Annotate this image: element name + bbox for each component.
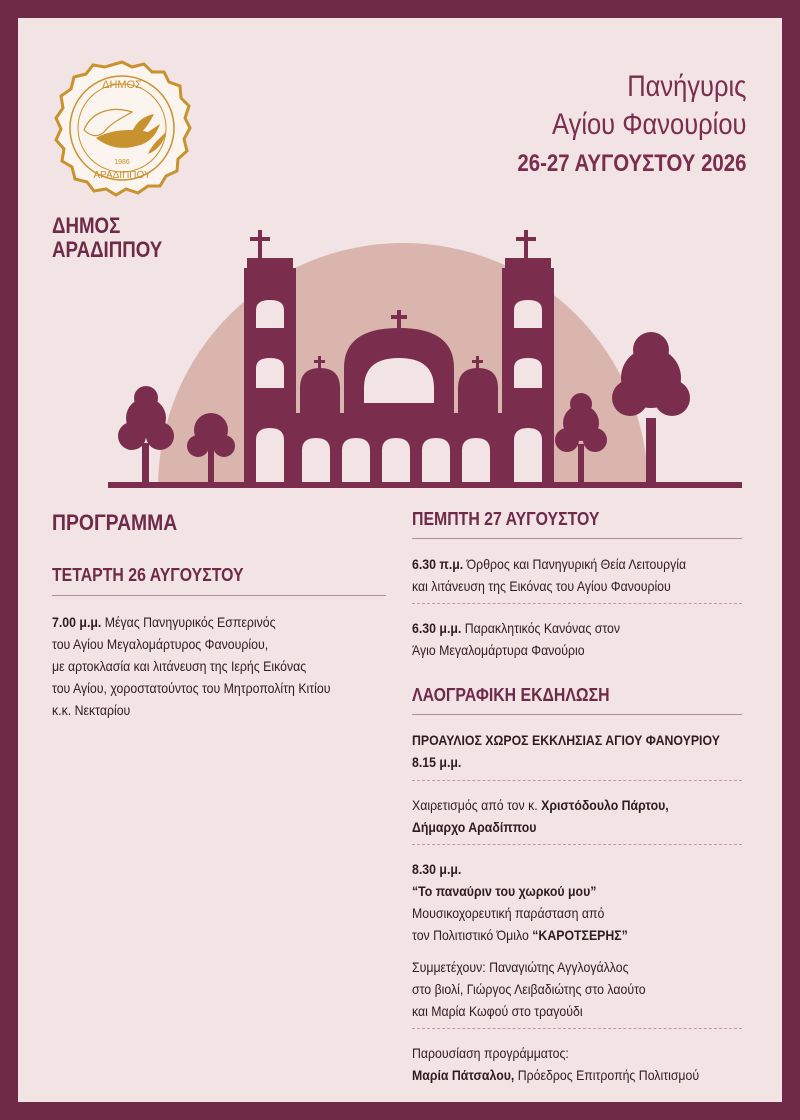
thursday-item2-time: 6.30 μ.μ. bbox=[412, 620, 462, 636]
folk-event-heading: ΛΑΟΓΡΑΦΙΚΗ ΕΚΔΗΛΩΣΗ bbox=[412, 685, 610, 705]
thursday-divider bbox=[412, 538, 742, 539]
wednesday-event-line4: του Αγίου, χοροστατούντος του Μητροπολίτη Κιτίου bbox=[52, 680, 331, 696]
event-title-line2: Αγίου Φανουρίου bbox=[551, 108, 746, 141]
thursday-item1-line2: και λιτάνευση της Εικόνας του Αγίου Φανουρίου bbox=[412, 578, 671, 594]
folk-dash-divider-1 bbox=[412, 780, 742, 781]
thursday-heading: ΠΕΜΠΤΗ 27 ΑΥΓΟΥΣΤΟΥ bbox=[412, 509, 600, 529]
greeting-line1: Χαιρετισμός από τον κ. Χριστόδουλο Πάρτου, bbox=[412, 797, 669, 813]
thursday-item1-line1: 6.30 π.μ. Όρθρος και Πανηγυρική Θεία Λειτουργία bbox=[412, 556, 687, 572]
wednesday-event-line3: με αρτοκλασία και λιτάνευση της Ιερής Εικόνας bbox=[52, 658, 307, 674]
logo-bottom-text: ΑΡΑΔΙΠΠΟΥ bbox=[93, 170, 151, 181]
thursday-item1-time: 6.30 π.μ. bbox=[412, 556, 464, 572]
participants-line3: και Μαρία Κωφού στο τραγούδι bbox=[412, 1003, 583, 1019]
folk-venue: ΠΡΟΑΥΛΙΟΣ ΧΩΡΟΣ ΕΚΚΛΗΣΙΑΣ ΑΓΙΟΥ ΦΑΝΟΥΡΙΟΥ bbox=[412, 732, 720, 748]
thursday-item2-line1: 6.30 μ.μ. Παρακλητικός Κανόνας στον bbox=[412, 620, 621, 636]
show-group-name: “ΚΑΡΟΤΣΕΡΗΣ” bbox=[532, 927, 628, 943]
folk-dash-divider-2 bbox=[412, 844, 742, 845]
show-time: 8.30 μ.μ. bbox=[412, 861, 462, 877]
show-title: “Το παναύριν του χωρκού μου” bbox=[412, 883, 597, 899]
wednesday-event-line2: του Αγίου Μεγαλομάρτυρος Φανουρίου, bbox=[52, 636, 269, 652]
folk-dash-divider-3 bbox=[412, 1028, 742, 1029]
logo-top-text: ΔΗΜΟΣ bbox=[102, 79, 142, 91]
municipality-line2: ΑΡΑΔΙΠΠΟΥ bbox=[52, 237, 163, 262]
show-description-line1: Μουσικοχορευτική παράσταση από bbox=[412, 905, 605, 921]
thursday-item2-line2: Άγιο Μεγαλομάρτυρα Φανούριο bbox=[412, 642, 585, 658]
event-dates: 26-27 ΑΥΓΟΥΣΤΟΥ 2026 bbox=[516, 150, 746, 177]
wednesday-event-line5: κ.κ. Νεκταρίου bbox=[52, 702, 131, 718]
wednesday-divider bbox=[52, 595, 386, 596]
poster bbox=[18, 18, 782, 1102]
participants-line2: στο βιολί, Γιώργος Λειβαδιώτης στο λαούτο bbox=[412, 981, 646, 997]
show-description-line2: τον Πολιτιστικό Όμιλο “ΚΑΡΟΤΣΕΡΗΣ” bbox=[412, 927, 628, 943]
participants-line1: Συμμετέχουν: Παναγιώτης Αγγλογάλλος bbox=[412, 959, 629, 975]
mayor-title: Δήμαρχο Αραδίππου bbox=[412, 819, 537, 835]
wednesday-event-time: 7.00 μ.μ. bbox=[52, 614, 102, 630]
logo-year: 1986 bbox=[114, 159, 130, 166]
wednesday-heading: ΤΕΤΑΡΤΗ 26 ΑΥΓΟΥΣΤΟΥ bbox=[52, 565, 244, 585]
presenter-name: Μαρία Πάτσαλου, bbox=[412, 1067, 515, 1083]
program-heading: ΠΡΟΓΡΑΜΜΑ bbox=[52, 510, 178, 535]
wednesday-event-line1: 7.00 μ.μ. Μέγας Πανηγυρικός Εσπερινός bbox=[52, 614, 276, 630]
mayor-name: Χριστόδουλο Πάρτου, bbox=[541, 797, 669, 813]
presenter-line: Μαρία Πάτσαλου, Πρόεδρος Επιτροπής Πολιτισμού bbox=[412, 1067, 700, 1083]
presenter-label: Παρουσίαση προγράμματος: bbox=[412, 1045, 569, 1061]
municipality-line1: ΔΗΜΟΣ bbox=[52, 213, 121, 238]
church-illustration bbox=[18, 218, 782, 488]
event-title-line1: Πανήγυρις bbox=[626, 70, 746, 103]
municipality-logo bbox=[52, 58, 192, 208]
folk-venue-time: 8.15 μ.μ. bbox=[412, 754, 462, 770]
folk-divider bbox=[412, 714, 742, 715]
thursday-dash-divider-1 bbox=[412, 603, 742, 604]
event-title-block bbox=[477, 68, 746, 178]
